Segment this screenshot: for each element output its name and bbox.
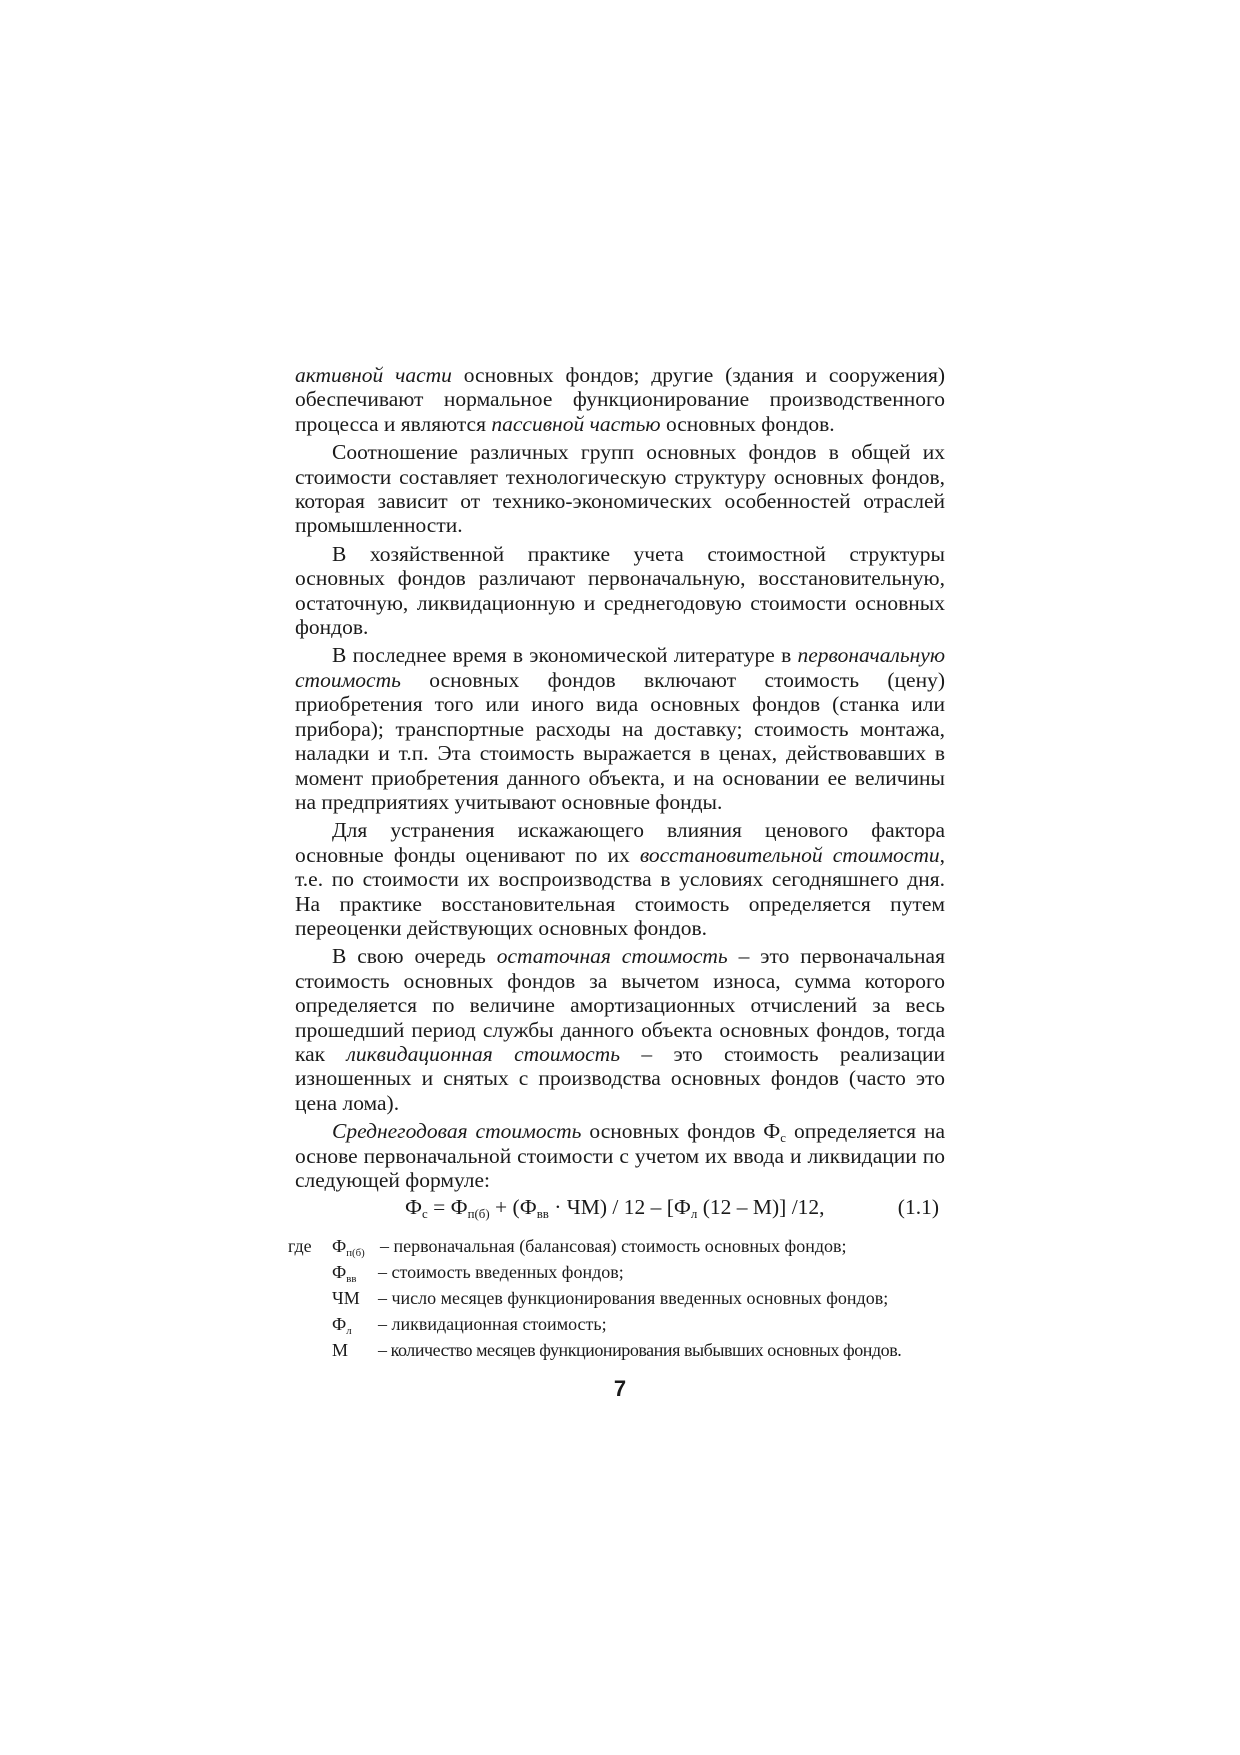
- legend-lead: где: [288, 1236, 312, 1256]
- text-run: Ф: [332, 1236, 347, 1256]
- subscript: вв: [346, 1273, 357, 1285]
- paragraph: [295, 944, 945, 1115]
- legend-row: [288, 1337, 958, 1363]
- subscript: л: [690, 1207, 698, 1221]
- paragraph: [295, 440, 945, 538]
- text-run: ЧМ: [332, 1288, 360, 1308]
- italic-term: активной части: [295, 363, 452, 387]
- text-run: Для устранения искажающего влияния ценового фактора основные фонды оценивают по их: [295, 818, 945, 867]
- italic-term: пассивной частью: [491, 411, 661, 436]
- text-run: Ф: [332, 1314, 347, 1334]
- italic-term: остаточная стоимость: [496, 944, 728, 969]
- subscript: п(б): [346, 1247, 365, 1259]
- text-run: основных фондов; другие (здания и сооружения) обеспечивают нормальное функционирование производственного процесса и являются: [295, 363, 946, 436]
- formula-number: (1.1): [897, 1195, 939, 1219]
- legend-row: [288, 1311, 958, 1337]
- italic-term: Среднегодовая стоимость: [332, 1119, 582, 1144]
- legend-symbol: [332, 1259, 356, 1285]
- italic-term: восстановительной стоимости: [639, 842, 940, 867]
- formula-expression: [405, 1192, 825, 1222]
- subscript: п(б): [467, 1207, 490, 1221]
- paragraph: [295, 363, 945, 436]
- legend-symbol: [332, 1285, 360, 1311]
- legend-row: [288, 1285, 958, 1311]
- subscript: с: [780, 1131, 787, 1146]
- text-run: Соотношение различных групп основных фондов в общей их стоимости составляет технологическую структуру основных фондов, которая зависит от технико-экономических особенностей отраслей промышленности.: [295, 440, 945, 538]
- paragraph: [295, 542, 945, 640]
- text-run: В хозяйственной практике учета стоимостной структуры основных фондов различают первоначальную, восстановительную, остаточную, ликвидационную и среднегодовую стоимости основных фондов.: [295, 541, 945, 640]
- legend-description: – первоначальная (балансовая) стоимость основных фондов;: [380, 1236, 847, 1256]
- subscript: с: [422, 1207, 428, 1221]
- legend-description: – стоимость введенных фондов;: [378, 1262, 624, 1282]
- text-run: Ф: [405, 1195, 422, 1219]
- text-run: М: [332, 1340, 349, 1360]
- text-run: Ф: [332, 1262, 347, 1282]
- text-run: – это стоимость реализации изношенных и снятых с производства основных фондов (часто это цена лома).: [295, 1041, 945, 1115]
- subscript: л: [346, 1325, 352, 1337]
- text-run: основных фондов.: [660, 411, 835, 436]
- legend-symbol: [332, 1337, 348, 1363]
- formula-legend: [288, 1233, 958, 1363]
- text-run: = Ф: [427, 1195, 468, 1219]
- text-run: основных фондов включают стоимость (цену) приобретения того или иного вида основных фондов (станка или прибора); транспортные расходы на доставку; стоимость монтажа, наладки и т.п. Эта стоимость выражается в ценах, действовавших в момент приобретения данного объекта, и на основании ее величины на предприятиях учитывают основные фонды.: [295, 667, 945, 814]
- subscript: вв: [536, 1207, 549, 1221]
- legend-symbol: [332, 1311, 352, 1337]
- paragraph: [295, 818, 945, 940]
- text-run: , т.е. по стоимости их воспроизводства в условиях сегодняшнего дня. На практике восстановительная стоимость определяется путем переоценки действующих основных фондов.: [295, 842, 945, 940]
- text-run: (12 – М)] /12,: [697, 1195, 825, 1219]
- text-run: + (Ф: [489, 1195, 537, 1219]
- italic-term: ликвидационная стоимость: [346, 1041, 620, 1066]
- paragraph: [295, 1119, 945, 1192]
- page-number: 7: [613, 1376, 627, 1401]
- text-run: · ЧМ) / 12 – [Ф: [548, 1195, 691, 1219]
- legend-description: – ликвидационная стоимость;: [378, 1314, 607, 1334]
- legend-row: [288, 1259, 958, 1285]
- text-run: В свою очередь: [332, 944, 497, 969]
- legend-row: [288, 1233, 958, 1259]
- text-run: основных фондов Ф: [581, 1119, 781, 1144]
- legend-description: – число месяцев функционирования введенных основных фондов;: [378, 1288, 889, 1308]
- text-run: В последнее время в экономической литературе в: [332, 643, 798, 668]
- paragraph: [295, 643, 945, 814]
- italic-term: первоначальную стоимость: [295, 643, 945, 692]
- text-run: – это первоначальная стоимость основных фондов за вычетом износа, сумма которого определяется по величине амортизационных отчислений за весь прошедший период службы данного объекта основных фондов, тогда как: [295, 944, 945, 1066]
- legend-symbol: [332, 1233, 365, 1259]
- legend-description: – количество месяцев функционирования выбывших основных фондов.: [378, 1340, 902, 1360]
- formula-1-1: [295, 1192, 945, 1222]
- text-run: определяется на основе первоначальной стоимости с учетом их ввода и ликвидации по следующей формуле:: [295, 1119, 945, 1192]
- body-text: [295, 363, 945, 1192]
